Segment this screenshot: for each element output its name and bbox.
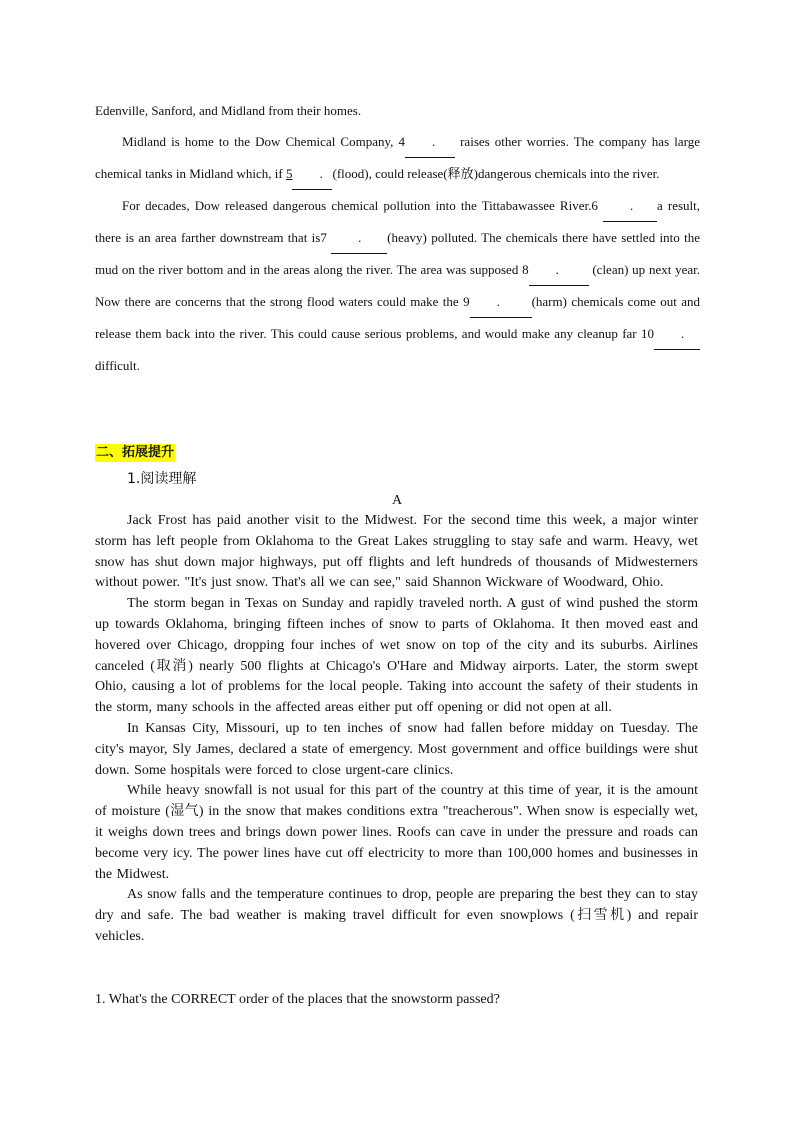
passage-paragraph: As snow falls and the temperature continues to drop, people are preparing the best they can to stay dry and safe. The bad weather is making travel difficult for even snowplows (扫雪机) and repair vehicles. [95, 887, 698, 944]
passage-paragraph: Jack Frost has paid another visit to the Midwest. For the second time this week, a major winter storm has left people from Oklahoma to the Great Lakes struggling to stay safe and warm. Heavy, wet snow has shut down major highways, put off flights and left hundreds of thousands of Midwesterners without power. "It's just snow. That's all we can see," said Shannon Wickware of Woodward, Ohio. [95, 513, 698, 591]
question-1: 1. What's the CORRECT order of the places that the snowstorm passed? [95, 992, 500, 1007]
passage-label: A [391, 493, 403, 508]
blank-8[interactable]: . [529, 254, 589, 286]
cloze-paragraph-midland: Midland is home to the Dow Chemical Company, 4 . raises other worries. The company has large chemical tanks in Midland which, if 5 . (flood), could release(释放)dangerous chemicals into the river. [95, 126, 700, 190]
passage-paragraph: In Kansas City, Missouri, up to ten inches of snow had fallen before midday on Tuesday. The city's mayor, Sly James, declared a state of emergency. Most government and office buildings were shut down. Some hospitals were forced to close urgent-care clinics. [95, 720, 698, 778]
cloze-paragraph-decades: For decades, Dow released dangerous chemical pollution into the Tittabawassee River.6 . a result, there is an area farther downstream that is7 . (heavy) polluted. The chemicals there have settled into the mud on the river bottom and in the areas along the river. The area was supposed 8 . (clean) up next year. Now there are concerns that the strong flood waters could make the 9 . (harm) chemicals come out and release them back into the river. This could cause serious problems, and would make any cleanup far 10 .difficult. [95, 190, 700, 381]
passage-paragraph: While heavy snowfall is not usual for this part of the country at this time of year, it is the amount of moisture (湿气) in the snow that makes conditions extra "treacherous". When snow is especially wet, it weighs down trees and brings down power lines. Roofs can cave in under the pressure and roads can become very icy. The power lines have cut off electricity to more than 100,000 homes and businesses in the Midwest. [95, 783, 698, 882]
passage-paragraph: The storm began in Texas on Sunday and rapidly traveled north. A gust of wind pushed the storm up towards Oklahoma, bringing fifteen inches of snow to parts of Oklahoma. It then moved east and hovered over Chicago, dropping four inches of wet snow on top of the city and its suburbs. Airlines canceled (取消) nearly 500 flights at Chicago's O'Hare and Midway airports. Later, the storm swept Ohio, causing a lot of problems for the local people. Taking into account the safety of their students in the storm, many schools in the affected areas either put off opening or did not open at all. [95, 596, 698, 716]
cloze-section [95, 95, 700, 381]
blank-4[interactable]: . [405, 126, 455, 158]
section-heading: 二、拓展提升 [96, 445, 175, 460]
blank-9[interactable]: . [470, 286, 532, 318]
cloze-line-top: Edenville, Sanford, and Midland from their homes. [95, 103, 362, 118]
section-subheading: 1.阅读理解 [127, 471, 197, 487]
blank-5[interactable]: . [292, 158, 332, 190]
blank-10[interactable]: . [654, 318, 700, 350]
blank-6[interactable]: . [603, 190, 657, 222]
blank-7[interactable]: . [331, 222, 387, 254]
reading-passage [95, 511, 698, 948]
